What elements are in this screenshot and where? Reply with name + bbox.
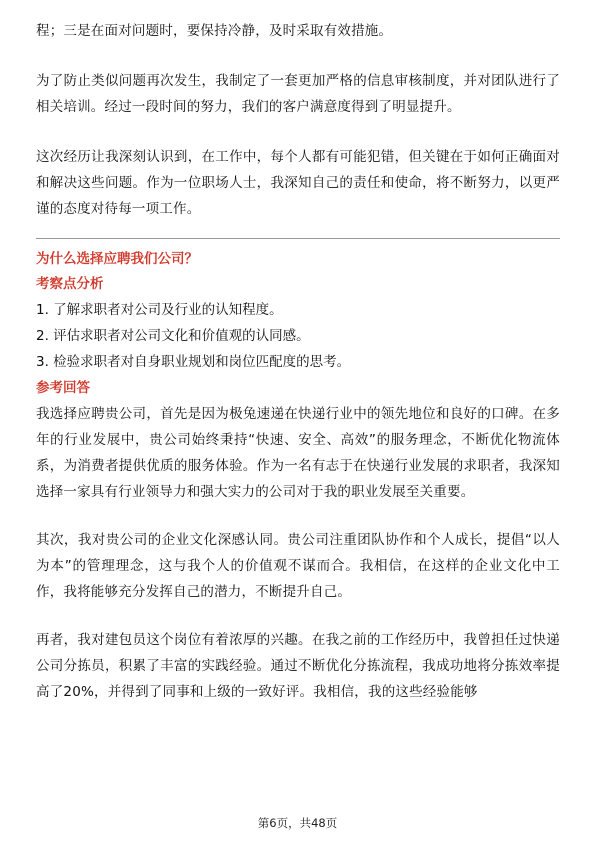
answer-paragraph: 我选择应聘贵公司，首先是因为极兔速递在快递行业中的领先地位和良好的口碑。在多年的行业发展中，贵公司始终秉持“快速、安全、高效”的服务理念，不断优化物流体系，为消费者提供优质的服务体验。作为一名有志于在快递行业发展的求职者，我深知选择一家具有行业领导力和强大实力的公司对于我的职业发展至关重要。 — [36, 406, 560, 500]
document-page — [36, 18, 560, 705]
analysis-heading: 考察点分析 — [36, 276, 104, 292]
answer-heading: 参考回答 — [36, 380, 90, 396]
analysis-item: 2. 评估求职者对公司文化和价值观的认同感。 — [36, 328, 310, 344]
analysis-item: 3. 检验求职者对自身职业规划和岗位匹配度的思考。 — [36, 354, 351, 370]
paragraph-reflection: 这次经历让我深刻认识到，在工作中，每个人都有可能犯错，但关键在于如何正确面对和解决这些问题。作为一位职场人士，我深知自己的责任和使命，将不断努力，以更严谨的态度对待每一项工作。 — [36, 149, 560, 217]
question-title: 为什么选择应聘我们公司？ — [36, 251, 198, 267]
answer-paragraph: 其次，我对贵公司的企业文化深感认同。贵公司注重团队协作和个人成长，提倡“以人为本”的管理理念，这与我个人的价值观不谋而合。我相信，在这样的企业文化中工作，我将能够充分发挥自己的潜力，不断提升自己。 — [36, 532, 560, 600]
answer-paragraph: 再者，我对建包员这个岗位有着浓厚的兴趣。在我之前的工作经历中，我曾担任过快递公司分拣员，积累了丰富的实践经验。通过不断优化分拣流程，我成功地将分拣效率提高了20%，并得到了同事和上级的一致好评。我相信，我的这些经验能够 — [36, 632, 560, 700]
page-number: 第6页，共48页 — [257, 816, 338, 830]
section-divider — [36, 238, 560, 239]
paragraph-continuation: 程；三是在面对问题时，要保持冷静，及时采取有效措施。 — [36, 23, 393, 39]
paragraph-prevention: 为了防止类似问题再次发生，我制定了一套更加严格的信息审核制度，并对团队进行了相关培训。经过一段时间的努力，我们的客户满意度得到了明显提升。 — [36, 73, 560, 115]
analysis-item: 1. 了解求职者对公司及行业的认知程度。 — [36, 302, 283, 318]
